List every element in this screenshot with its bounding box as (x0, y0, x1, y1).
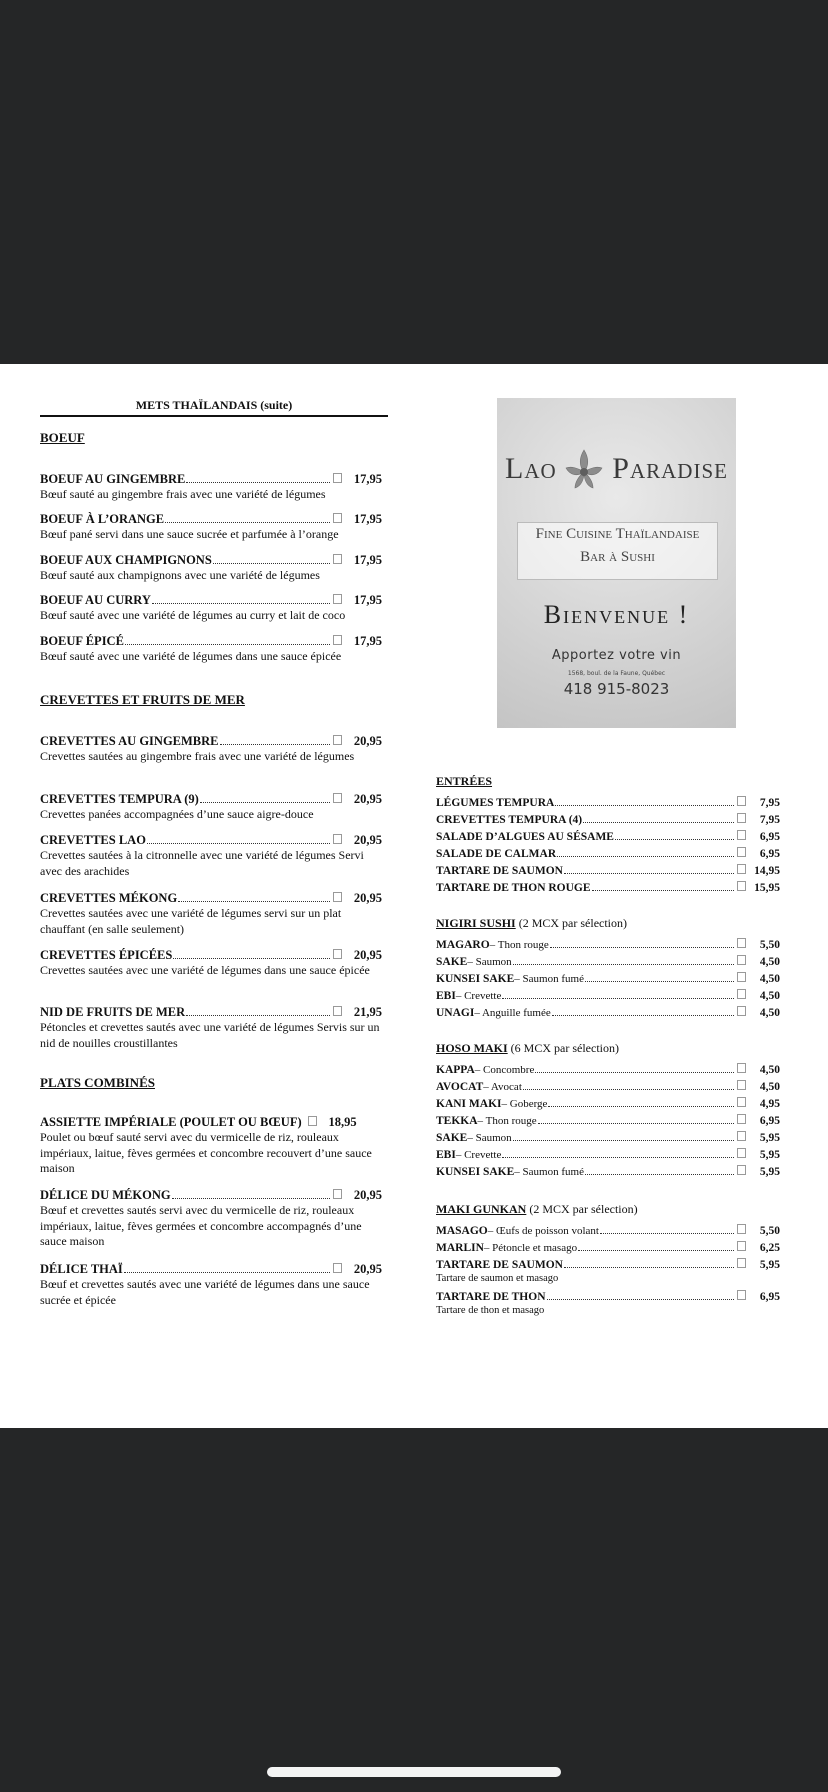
item-price: 17,95 (353, 472, 382, 486)
menu-item: UNAGI – Anguille fumée 4,50 (436, 1007, 780, 1019)
logo-word-right: Paradise (612, 452, 728, 485)
restaurant-logo-card (497, 398, 736, 728)
menu-item: AVOCAT – Avocat 4,50 (436, 1081, 780, 1093)
menu-item (40, 553, 382, 584)
menu-item: TARTARE DE THON 6,95 (436, 1291, 780, 1303)
menu-item: SAKE – Saumon 5,95 (436, 1132, 780, 1144)
checkbox-icon (737, 938, 746, 948)
item-description: Crevettes panées accompagnées d’une sauce aigre-douce (40, 807, 314, 821)
menu-item: MARLIN – Pétoncle et masago 6,25 (436, 1242, 780, 1254)
item-description: Bœuf et crevettes sautés avec une variété de légumes dans une sauce sucrée et épicée (40, 1277, 370, 1307)
lotus-flower-icon (561, 446, 607, 492)
menu-item: MASAGO – Œufs de poisson volant 5,50 (436, 1225, 780, 1237)
item-name: BOEUF AUX CHAMPIGNONS (40, 553, 212, 567)
item-price: 20,95 (353, 1188, 382, 1202)
item-price: 20,95 (353, 833, 382, 847)
menu-item (40, 1188, 382, 1250)
checkbox-icon (333, 949, 342, 959)
section-title-entrees: ENTRÉES (436, 774, 493, 788)
checkbox-icon (737, 1131, 746, 1141)
checkbox-icon (333, 735, 342, 745)
dot-leader (615, 839, 734, 840)
checkbox-icon (737, 796, 746, 806)
item-name: BOEUF À L’ORANGE (40, 512, 165, 526)
tagline-cuisine: Fine Cuisine Thaïlandaise (535, 526, 700, 542)
menu-item: EBI – Crevette 4,50 (436, 990, 780, 1002)
dot-leader (555, 805, 734, 806)
dot-leader (502, 998, 734, 999)
menu-item (40, 1005, 382, 1051)
dot-leader (578, 1250, 734, 1251)
item-name: BOEUF AU GINGEMBRE (40, 472, 186, 486)
top-dark-bar (0, 0, 828, 364)
item-description: Pétoncles et crevettes sautés avec une variété de légumes Servis sur un nid de nouilles croustillantes (40, 1020, 380, 1050)
menu-item (40, 891, 382, 937)
item-price: 17,95 (353, 553, 382, 567)
checkbox-icon (737, 847, 746, 857)
menu-item: KANI MAKI – Goberge 4,95 (436, 1098, 780, 1110)
item-name: NID DE FRUITS DE MER (40, 1005, 186, 1019)
dot-leader (547, 1299, 734, 1300)
menu-item (40, 833, 382, 879)
dot-leader (213, 563, 330, 564)
item-name: BOEUF AU CURRY (40, 593, 151, 607)
item-name: DÉLICE THAÏ (40, 1262, 123, 1276)
item-price: 17,95 (353, 512, 382, 526)
item-name: BOEUF ÉPICÉ (40, 634, 124, 648)
dot-leader (548, 1106, 734, 1107)
item-price: 20,95 (353, 891, 382, 905)
menu-item (40, 593, 382, 624)
logo-word-left: Lao (505, 452, 557, 485)
menu-item (40, 1115, 382, 1177)
menu-page (0, 364, 828, 1428)
item-price: 20,95 (353, 734, 382, 748)
item-name: CREVETTES MÉKONG (40, 891, 178, 905)
dot-leader (152, 603, 330, 604)
menu-item (40, 792, 382, 823)
item-name: CREVETTES TEMPURA (9) (40, 792, 199, 806)
item-description: Bœuf sauté aux champignons avec une variété de légumes (40, 568, 320, 582)
menu-item: TARTARE DE SAUMON 14,95 (436, 865, 780, 877)
section-title-hoso-maki: HOSO MAKI (6 MCX par sélection) (436, 1041, 619, 1055)
checkbox-icon (333, 1006, 342, 1016)
page-heading: METS THAÏLANDAIS (suite) (135, 398, 293, 412)
checkbox-icon (737, 864, 746, 874)
item-description: Crevettes sautées à la citronnelle avec une variété de légumes Servi avec des arachides (40, 848, 364, 878)
tagline-banner (517, 522, 718, 580)
item-name: DÉLICE DU MÉKONG (40, 1188, 171, 1202)
checkbox-icon (737, 1063, 746, 1073)
item-description: Crevettes sautées au gingembre frais avec une variété de légumes (40, 749, 355, 763)
item-price: 20,95 (353, 792, 382, 806)
phone-number: 418 915-8023 (563, 680, 670, 698)
checkbox-icon (308, 1116, 317, 1126)
item-description: Bœuf et crevettes sautés servi avec du vermicelle de riz, rouleaux impériaux, laitue, fèves germées et concombre accompagnés d’une sauce maison (40, 1203, 362, 1248)
checkbox-icon (737, 1148, 746, 1158)
tagline-sushi: Bar à Sushi (580, 549, 655, 565)
dot-leader (592, 890, 734, 891)
item-price: 20,95 (353, 948, 382, 962)
menu-item (40, 634, 382, 665)
dot-leader (535, 1072, 734, 1073)
dot-leader (550, 947, 734, 948)
dot-leader (125, 644, 330, 645)
menu-item: SAKE – Saumon 4,50 (436, 956, 780, 968)
checkbox-icon (737, 813, 746, 823)
dot-leader (564, 873, 734, 874)
dot-leader (585, 981, 734, 982)
checkbox-icon (333, 554, 342, 564)
checkbox-icon (737, 1224, 746, 1234)
menu-item (40, 1262, 382, 1308)
bottom-dark-bar (0, 1428, 828, 1792)
checkbox-icon (333, 834, 342, 844)
checkbox-icon (333, 892, 342, 902)
checkbox-icon (737, 881, 746, 891)
checkbox-icon (333, 1189, 342, 1199)
menu-item: KUNSEI SAKE – Saumon fumé 4,50 (436, 973, 780, 985)
item-price: 17,95 (353, 634, 382, 648)
section-title-nigiri: NIGIRI SUSHI (2 MCX par sélection) (436, 916, 628, 930)
dot-leader (124, 1272, 330, 1273)
menu-item: KUNSEI SAKE – Saumon fumé 5,95 (436, 1166, 780, 1178)
heading-rule (40, 415, 388, 417)
checkbox-icon (737, 1290, 746, 1300)
dot-leader (513, 964, 734, 965)
section-title-plats-combines: PLATS COMBINÉS (40, 1075, 155, 1090)
dot-leader (147, 843, 330, 844)
menu-item: LÉGUMES TEMPURA 7,95 (436, 797, 780, 809)
home-indicator[interactable] (267, 1767, 561, 1777)
menu-item (40, 512, 382, 543)
dot-leader (220, 744, 330, 745)
checkbox-icon (737, 1006, 746, 1016)
checkbox-icon (333, 635, 342, 645)
logo-title (497, 446, 736, 492)
item-description: Bœuf sauté au gingembre frais avec une variété de légumes (40, 487, 326, 501)
item-description: Tartare de saumon et masago (436, 1273, 559, 1284)
menu-item (40, 948, 382, 979)
item-name: ASSIETTE IMPÉRIALE (POULET OU BŒUF) (40, 1115, 302, 1129)
item-description: Bœuf sauté avec une variété de légumes dans une sauce épicée (40, 649, 342, 663)
dot-leader (600, 1233, 734, 1234)
item-description: Crevettes sautées avec une variété de légumes servi sur un plat chauffant (en salle seulement) (40, 906, 342, 936)
checkbox-icon (737, 989, 746, 999)
item-price: 18,95 (328, 1115, 357, 1129)
dot-leader (538, 1123, 734, 1124)
dot-leader (200, 802, 330, 803)
dot-leader (552, 1015, 734, 1016)
dot-leader (165, 522, 330, 523)
dot-leader (173, 958, 330, 959)
checkbox-icon (737, 1097, 746, 1107)
menu-item: MAGARO – Thon rouge 5,50 (436, 939, 780, 951)
checkbox-icon (737, 1165, 746, 1175)
menu-item: SALADE D’ALGUES AU SÉSAME 6,95 (436, 831, 780, 843)
dot-leader (186, 482, 330, 483)
checkbox-icon (333, 1263, 342, 1273)
checkbox-icon (333, 594, 342, 604)
menu-item (40, 734, 382, 765)
dot-leader (513, 1140, 734, 1141)
item-price: 21,95 (353, 1005, 382, 1019)
dot-leader (564, 1267, 734, 1268)
dot-leader (557, 856, 734, 857)
checkbox-icon (333, 793, 342, 803)
checkbox-icon (737, 955, 746, 965)
checkbox-icon (737, 1241, 746, 1251)
item-description: Crevettes sautées avec une variété de légumes dans une sauce épicée (40, 963, 370, 977)
section-title-crevettes: CREVETTES ET FRUITS DE MER (40, 692, 245, 707)
item-description: Poulet ou bœuf sauté servi avec du vermicelle de riz, rouleaux impériaux, laitue, fèves germées et concombre recouvert d’une sauce maison (40, 1130, 372, 1175)
item-name: CREVETTES LAO (40, 833, 146, 847)
menu-item (40, 472, 382, 503)
dot-leader (172, 1198, 330, 1199)
checkbox-icon (737, 830, 746, 840)
checkbox-icon (737, 1080, 746, 1090)
section-title-maki-gunkan: MAKI GUNKAN (2 MCX par sélection) (436, 1202, 638, 1216)
dot-leader (585, 1174, 734, 1175)
menu-item: TEKKA – Thon rouge 6,95 (436, 1115, 780, 1127)
dot-leader (502, 1157, 734, 1158)
address-text: 1568, boul. de la Faune, Québec (567, 670, 666, 677)
menu-item: EBI – Crevette 5,95 (436, 1149, 780, 1161)
item-description: Bœuf pané servi dans une sauce sucrée et parfumée à l’orange (40, 527, 339, 541)
checkbox-icon (737, 1258, 746, 1268)
item-price: 17,95 (353, 593, 382, 607)
dot-leader (178, 901, 330, 902)
checkbox-icon (333, 513, 342, 523)
checkbox-icon (737, 1114, 746, 1124)
section-title-boeuf: BOEUF (40, 430, 85, 445)
item-price: 20,95 (353, 1262, 382, 1276)
item-description: Bœuf sauté avec une variété de légumes au curry et lait de coco (40, 608, 346, 622)
dot-leader (186, 1015, 330, 1016)
welcome-text: Bienvenue ! (543, 600, 690, 629)
dot-leader (583, 822, 734, 823)
menu-item: TARTARE DE THON ROUGE 15,95 (436, 882, 780, 894)
bring-wine-text: Apportez votre vin (551, 648, 682, 663)
menu-item: CREVETTES TEMPURA (4) 7,95 (436, 814, 780, 826)
checkbox-icon (333, 473, 342, 483)
menu-item: SALADE DE CALMAR 6,95 (436, 848, 780, 860)
item-name: CREVETTES AU GINGEMBRE (40, 734, 219, 748)
menu-item: KAPPA – Concombre 4,50 (436, 1064, 780, 1076)
menu-item: TARTARE DE SAUMON 5,95 (436, 1259, 780, 1271)
checkbox-icon (737, 972, 746, 982)
dot-leader (523, 1089, 734, 1090)
item-description: Tartare de thon et masago (436, 1305, 545, 1316)
item-name: CREVETTES ÉPICÉES (40, 948, 173, 962)
